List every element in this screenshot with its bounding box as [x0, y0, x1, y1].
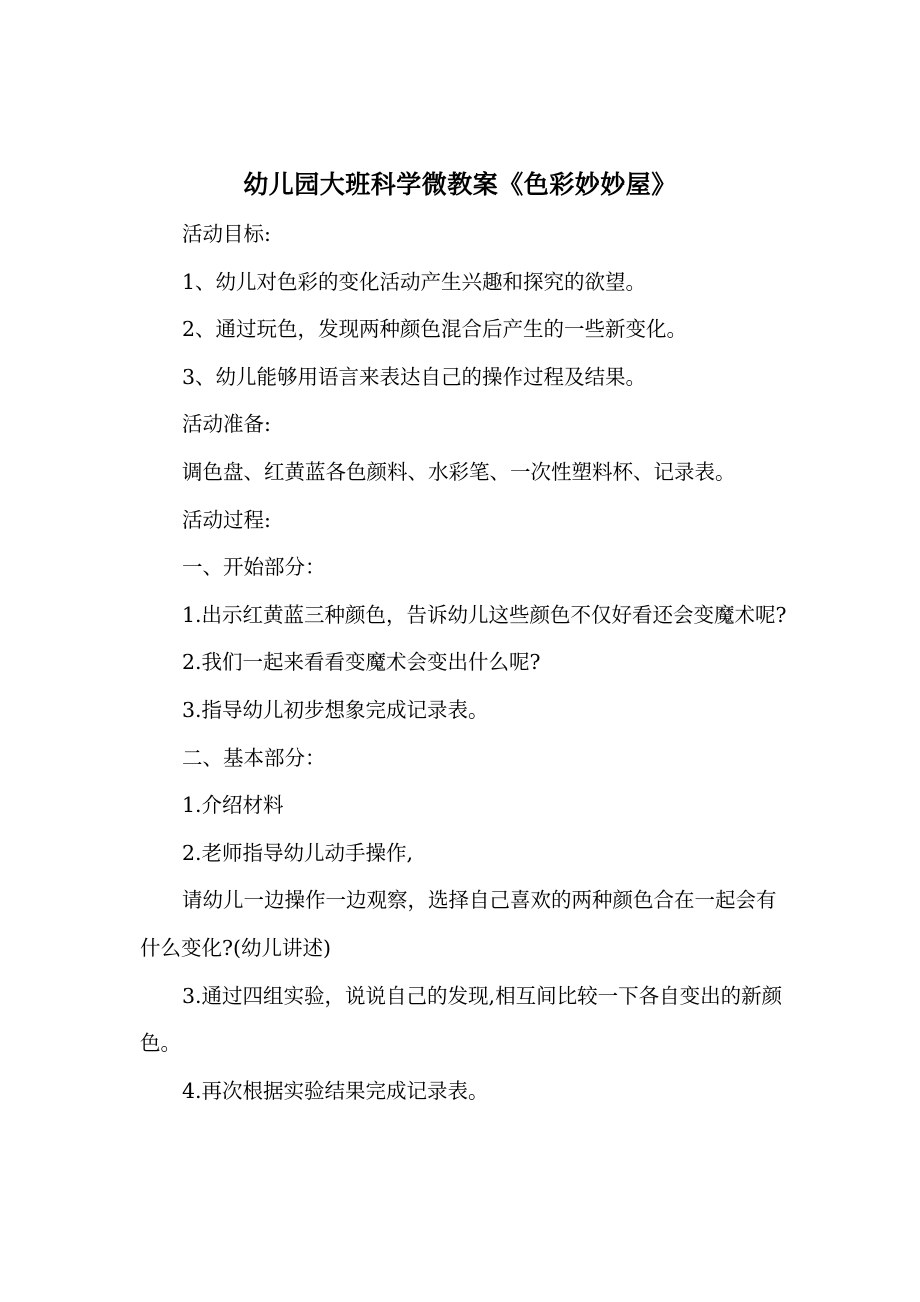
paragraph-preparation-materials: 调色盘、红黄蓝各色颜料、水彩笔、一次性塑料杯、记录表。 — [182, 459, 736, 484]
paragraph-basic-step-1: 1.介绍材料 — [182, 793, 284, 818]
paragraph-start-step-1: 1.出示红黄蓝三种颜色，告诉幼儿这些颜色不仅好看还会变魔术呢? — [182, 602, 787, 627]
document-body — [140, 211, 790, 1115]
document-title: 幼儿园大班科学微教案《色彩妙妙屋》 — [243, 170, 677, 199]
paragraph-basic-step-3: 3.通过四组实验，说说自己的发现,相互间比较一下各自变出的新颜色。 — [140, 983, 783, 1056]
paragraph-goal-2: 2、通过玩色，发现两种颜色混合后产生的一些新变化。 — [182, 317, 688, 342]
paragraph-goal-1: 1、幼儿对色彩的变化活动产生兴趣和探究的欲望。 — [182, 269, 647, 294]
paragraph-basic-step-2-detail: 请幼儿一边操作一边观察，选择自己喜欢的两种颜色合在一起会有什么变化?(幼儿讲述) — [140, 888, 777, 960]
paragraph-start-step-2: 2.我们一起来看看变魔术会变出什么呢? — [182, 650, 541, 675]
paragraph-basic-step-4: 4.再次根据实验结果完成记录表。 — [182, 1078, 489, 1103]
paragraph-basic-step-2: 2.老师指导幼儿动手操作, — [182, 840, 414, 865]
paragraph-start-step-3: 3.指导幼儿初步想象完成记录表。 — [182, 697, 489, 722]
paragraph-process-heading: 活动过程: — [182, 507, 271, 532]
paragraph-goal-3: 3、幼儿能够用语言来表达自己的操作过程及结果。 — [182, 364, 647, 389]
paragraph-preparation-heading: 活动准备: — [182, 412, 271, 437]
paragraph-activity-goals-heading: 活动目标: — [182, 222, 271, 246]
paragraph-section-start: 一、开始部分： — [182, 555, 326, 580]
paragraph-section-basic: 二、基本部分： — [182, 745, 326, 770]
